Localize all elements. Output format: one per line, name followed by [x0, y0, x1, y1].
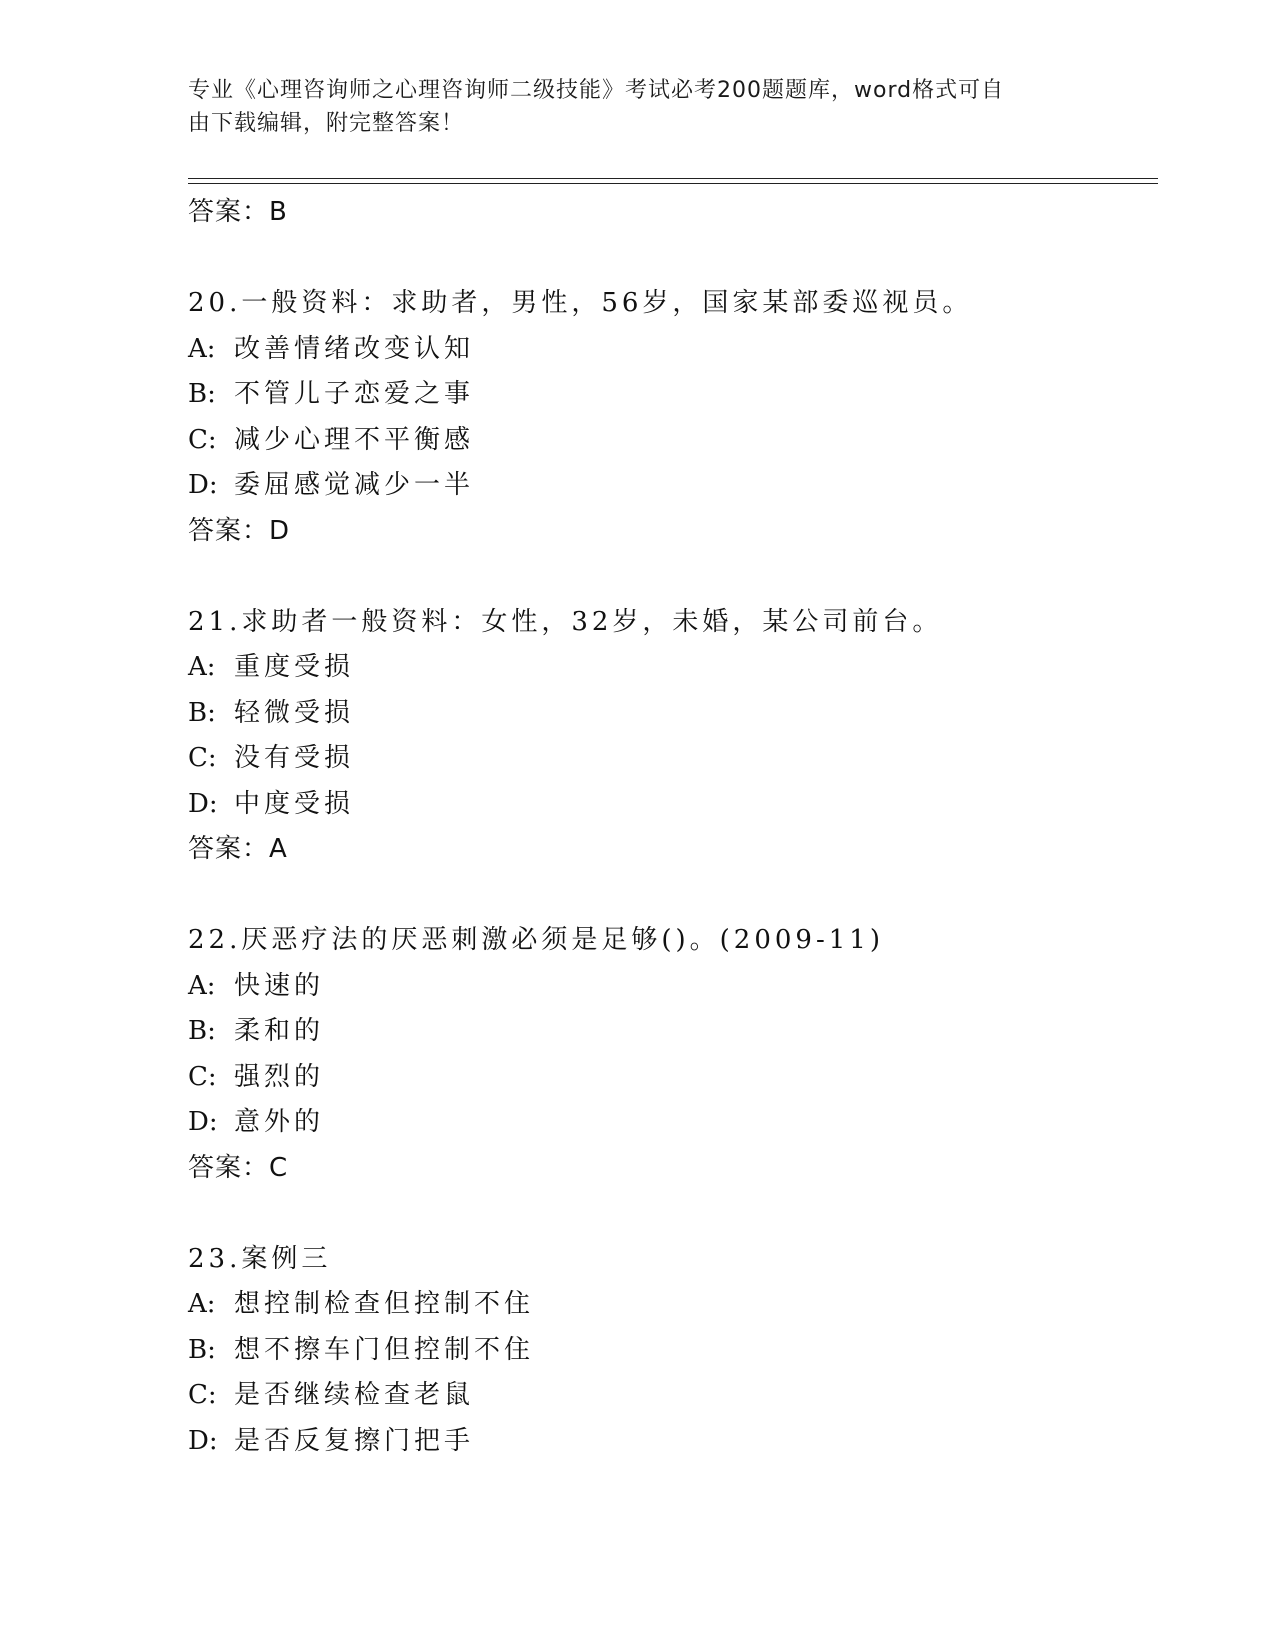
option-a — [188, 327, 1158, 373]
option-d — [188, 1419, 1158, 1465]
option-d — [188, 782, 1158, 828]
option-letter: C: — [188, 743, 217, 773]
option-d — [188, 463, 1158, 509]
option-letter: D: — [188, 1425, 218, 1456]
option-a — [188, 1282, 1158, 1328]
option-text: 不管儿子恋爱之事 — [234, 379, 475, 409]
option-text: 是否反复擦门把手 — [234, 1425, 475, 1456]
answer-line: 答案：D — [188, 515, 291, 546]
header-divider-bottom — [188, 183, 1158, 184]
option-text: 减少心理不平衡感 — [234, 424, 475, 455]
option-text: 委屈感觉减少一半 — [234, 470, 475, 500]
header-line-1: 专业《心理咨询师之心理咨询师二级技能》考试必考200题题库，word格式可自 — [188, 78, 1005, 103]
question-stem: 23.案例三 — [188, 1243, 332, 1274]
spacer — [188, 873, 1158, 919]
document-header — [188, 74, 1088, 140]
option-text: 中度受损 — [234, 788, 355, 819]
option-text: 是否继续检查老鼠 — [234, 1380, 475, 1410]
option-letter: B: — [188, 1016, 216, 1046]
option-text: 想不擦车门但控制不住 — [234, 1334, 535, 1365]
option-letter: D: — [188, 470, 218, 500]
option-letter: C: — [188, 424, 217, 455]
question-stem: 20.一般资料：求助者，男性，56岁，国家某部委巡视员。 — [188, 288, 973, 318]
option-letter: A: — [188, 333, 216, 364]
option-text: 轻微受损 — [234, 697, 355, 728]
option-b — [188, 1328, 1158, 1374]
option-letter: D: — [188, 788, 218, 819]
option-letter: B: — [188, 379, 216, 409]
option-text: 快速的 — [234, 970, 325, 1001]
option-text: 改善情绪改变认知 — [234, 333, 475, 364]
option-text: 强烈的 — [234, 1061, 325, 1092]
header-divider-top — [188, 178, 1158, 179]
question-block-20 — [188, 281, 1158, 554]
question-list — [188, 190, 1158, 1464]
spacer — [188, 236, 1158, 282]
question-block-21 — [188, 600, 1158, 873]
option-letter: C: — [188, 1061, 217, 1092]
answer-line: 答案：A — [188, 834, 288, 864]
option-c — [188, 736, 1158, 782]
spacer — [188, 1191, 1158, 1237]
option-text: 重度受损 — [234, 652, 355, 682]
question-stem: 21.求助者一般资料：女性，32岁，未婚，某公司前台。 — [188, 606, 943, 637]
option-b — [188, 372, 1158, 418]
option-c — [188, 1373, 1158, 1419]
option-a — [188, 645, 1158, 691]
option-c — [188, 1055, 1158, 1101]
option-letter: A: — [188, 970, 216, 1001]
option-text: 柔和的 — [234, 1016, 325, 1046]
question-block-22 — [188, 918, 1158, 1191]
answer-line: 答案：B — [188, 197, 288, 227]
spacer — [188, 554, 1158, 600]
option-text: 没有受损 — [234, 743, 355, 773]
option-letter: C: — [188, 1380, 217, 1410]
option-a — [188, 964, 1158, 1010]
answer-line: 答案：C — [188, 1152, 289, 1183]
option-b — [188, 1009, 1158, 1055]
option-b — [188, 691, 1158, 737]
option-text: 想控制检查但控制不住 — [234, 1289, 535, 1319]
option-d — [188, 1100, 1158, 1146]
question-stem: 22.厌恶疗法的厌恶刺激必须是足够()。(2009-11) — [188, 925, 884, 955]
option-letter: A: — [188, 1289, 216, 1319]
option-letter: A: — [188, 652, 216, 682]
option-text: 意外的 — [234, 1107, 325, 1137]
option-c — [188, 418, 1158, 464]
question-block-23 — [188, 1237, 1158, 1465]
header-line-2: 由下载编辑，附完整答案！ — [188, 111, 465, 136]
option-letter: D: — [188, 1107, 218, 1137]
option-letter: B: — [188, 1334, 216, 1365]
option-letter: B: — [188, 697, 216, 728]
